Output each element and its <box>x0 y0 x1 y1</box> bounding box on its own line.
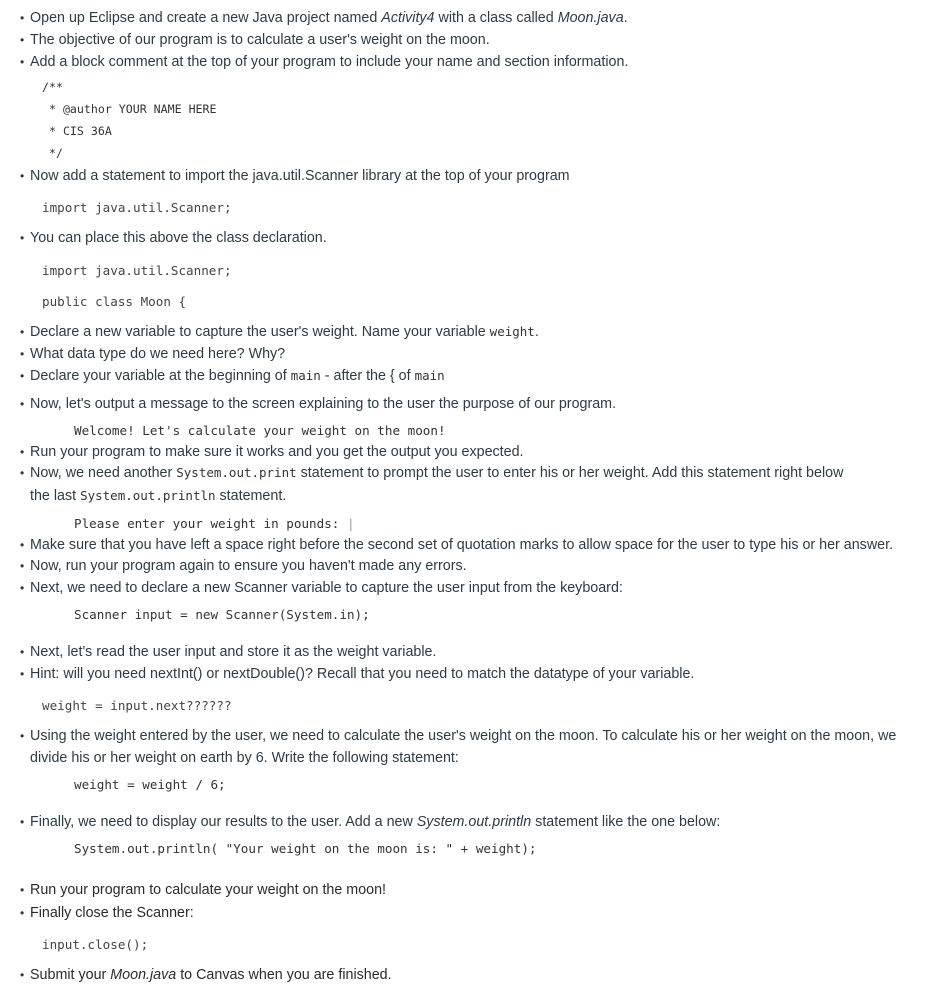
step-run-again: Now, run your program again to ensure you haven't made any errors. <box>30 558 467 574</box>
code-comment-line: * @author YOUR NAME HERE <box>42 102 217 116</box>
bullet: • <box>20 466 25 480</box>
bullet: • <box>20 815 25 829</box>
bullet: • <box>20 559 25 573</box>
step-close-scanner: Finally close the Scanner: <box>30 905 194 921</box>
text-cursor: | <box>346 516 355 531</box>
step-submit: Submit your Moon.java to Canvas when you are finished. <box>30 967 392 983</box>
code-class-declaration: public class Moon { <box>42 294 187 309</box>
bullet: • <box>20 968 25 982</box>
step-declare-variable: Declare a new variable to capture the user's weight. Name your variable weight. <box>30 324 539 340</box>
code-comment-line: * CIS 36A <box>42 124 112 138</box>
bullet: • <box>20 906 25 920</box>
step-declare-in-main: Declare your variable at the beginning of main - after the { of main <box>30 368 445 384</box>
bullet: • <box>20 347 25 361</box>
bullet: • <box>20 397 25 411</box>
step-calculate-cont: divide his or her weight on earth by 6. Write the following statement: <box>30 750 459 766</box>
code-scanner: Scanner input = new Scanner(System.in); <box>74 607 370 622</box>
bullet: • <box>20 325 25 339</box>
bullet: • <box>20 55 25 69</box>
bullet: • <box>20 883 25 897</box>
code-import: import java.util.Scanner; <box>42 263 232 278</box>
code-prompt: Please enter your weight in pounds: | <box>74 516 355 531</box>
bullet: • <box>20 231 25 245</box>
step-place-above: You can place this above the class declaration. <box>30 230 327 246</box>
bullet: • <box>20 581 25 595</box>
step-objective: The objective of our program is to calculate a user's weight on the moon. <box>30 32 490 48</box>
step-prompt-user-cont: the last System.out.println statement. <box>30 488 287 504</box>
step-prompt-user: Now, we need another System.out.print statement to prompt the user to enter his or her weight. Add this statement right below <box>30 465 844 481</box>
step-data-type: What data type do we need here? Why? <box>30 346 286 362</box>
bullet: • <box>20 445 25 459</box>
step-create-project: Open up Eclipse and create a new Java project named Activity4 with a class called Moon.java. <box>30 10 628 26</box>
step-scanner-variable: Next, we need to declare a new Scanner variable to capture the user input from the keyboard: <box>30 580 623 596</box>
code-welcome: Welcome! Let's calculate your weight on the moon! <box>74 423 446 438</box>
bullet: • <box>20 169 25 183</box>
step-run-final: Run your program to calculate your weight on the moon! <box>30 882 387 898</box>
code-close: input.close(); <box>42 937 149 952</box>
bullet: • <box>20 369 25 383</box>
bullet: • <box>20 729 25 743</box>
bullet: • <box>20 667 25 681</box>
step-block-comment: Add a block comment at the top of your program to include your name and section information. <box>30 54 629 70</box>
code-import: import java.util.Scanner; <box>42 200 232 215</box>
code-comment-line: /** <box>42 80 63 94</box>
step-run-program: Run your program to make sure it works and you get the output you expected. <box>30 444 524 460</box>
step-read-input: Next, let's read the user input and store it as the weight variable. <box>30 644 437 660</box>
step-import: Now add a statement to import the java.util.Scanner library at the top of your program <box>30 168 570 184</box>
bullet: • <box>20 538 25 552</box>
step-hint: Hint: will you need nextInt() or nextDouble()? Recall that you need to match the datatype of your variable. <box>30 666 695 682</box>
code-comment-line: */ <box>42 146 63 160</box>
code-println: System.out.println( "Your weight on the moon is: " + weight); <box>74 841 537 856</box>
step-calculate: Using the weight entered by the user, we need to calculate the user's weight on the moon. To calculate his or her weight on the moon, we <box>30 728 897 744</box>
code-next: weight = input.next?????? <box>42 698 232 713</box>
code-divide: weight = weight / 6; <box>74 777 226 792</box>
step-output-message: Now, let's output a message to the screen explaining to the user the purpose of our program. <box>30 396 617 412</box>
bullet: • <box>20 645 25 659</box>
step-space-note: Make sure that you have left a space right before the second set of quotation marks to allow space for the user to type his or her answer. <box>30 537 894 553</box>
bullet: • <box>20 33 25 47</box>
bullet: • <box>20 11 25 25</box>
step-display-results: Finally, we need to display our results to the user. Add a new System.out.println statement like the one below: <box>30 814 721 830</box>
